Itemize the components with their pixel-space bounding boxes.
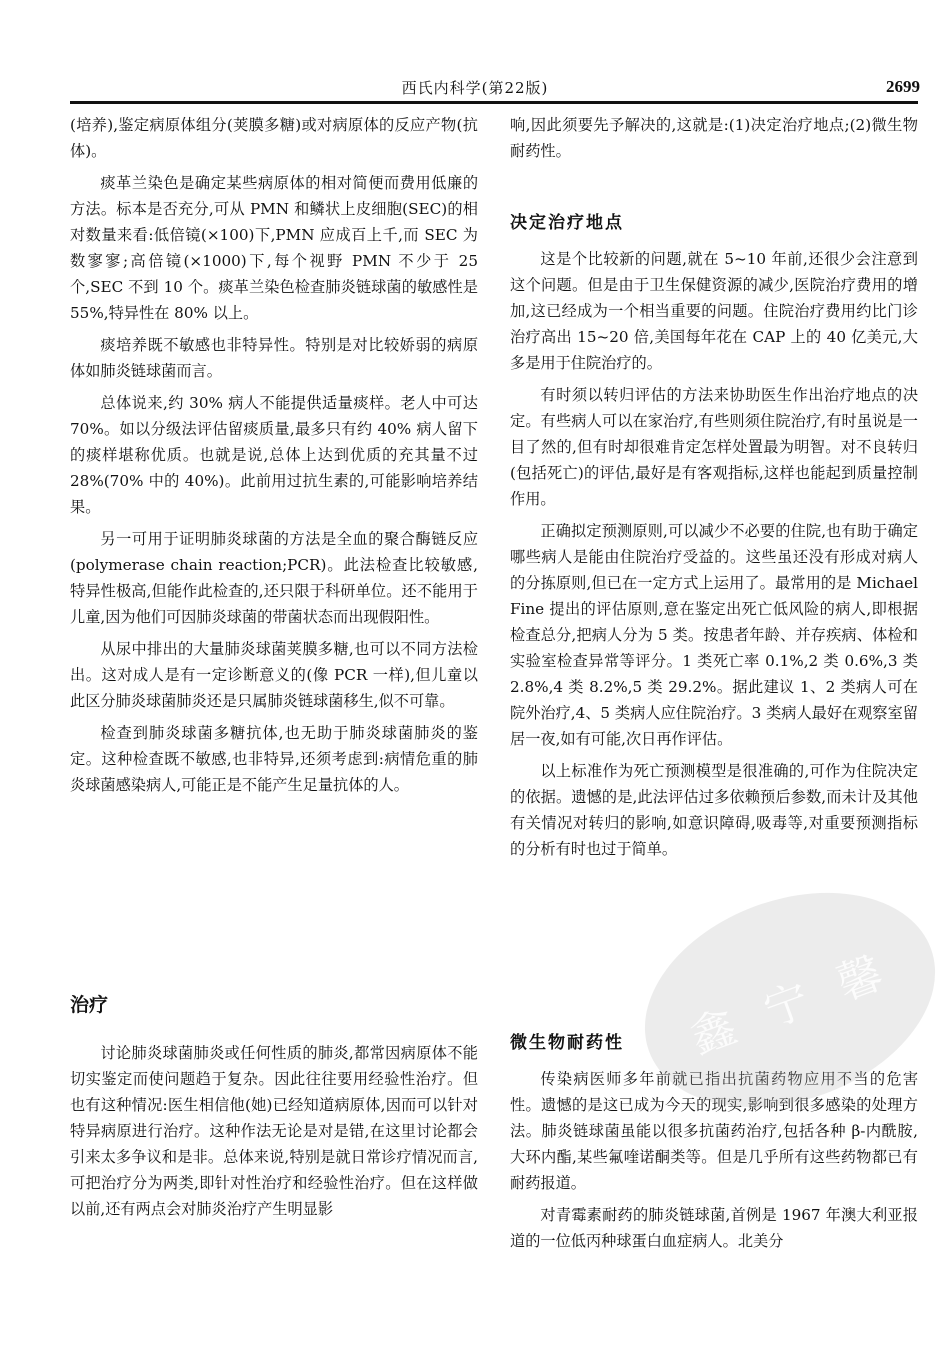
right-text-block-2 [510, 246, 918, 868]
paragraph: 有时须以转归评估的方法来协助医生作出治疗地点的决定。有些病人可以在家治疗,有些则须住院治疗,有时虽说是一目了然的,但有时却很难肯定怎样处置最为明智。对不良转归(包括死亡)的评估,最好是有客观指标,这样也能起到质量控制作用。 [510, 386, 918, 508]
running-title: 西氏内科学(第22版) [401, 79, 549, 97]
right-text-block-1 [510, 112, 918, 170]
paragraph: 另一可用于证明肺炎球菌的方法是全血的聚合酶链反应(polymerase chain reaction;PCR)。此法检查比较敏感,特异性极高,但能作此检查的,还只限于科研单位。还不能用于儿童,因为他们可因肺炎球菌的带菌状态而出现假阳性。 [70, 530, 478, 626]
left-text-block-2 [70, 1040, 478, 1228]
left-text-block-1 [70, 112, 478, 804]
paragraph: (培养),鉴定病原体组分(荚膜多糖)或对病原体的反应产物(抗体)。 [70, 116, 478, 160]
header-rule [70, 101, 918, 104]
sub-heading-drug-resistance: 微生物耐药性 [510, 1033, 624, 1053]
paragraph: 这是个比较新的问题,就在 5~10 年前,还很少会注意到这个问题。但是由于卫生保健资源的减少,医院治疗费用的增加,这已经成为一个相当重要的问题。住院治疗费用约比门诊治疗高出 15~20 倍,美国每年花在 CAP 上的 40 亿美元,大多是用于住院治疗的。 [510, 250, 918, 372]
page-number: 2699 [886, 77, 920, 96]
paragraph: 正确拟定预测原则,可以减少不必要的住院,也有助于确定哪些病人是能由住院治疗受益的。这些虽还没有形成对病人的分拣原则,但已在一定方式上运用了。最常用的是 Michael Fine 提出的评估原则,意在鉴定出死亡低风险的病人,即根据检查总分,把病人分为 5 类。按患者年龄、并存疾病、体检和实验室检查异常等评分。1 类死亡率 0.1%,2 类 0.6%,3 类 2.8%,4 类 8.2%,5 类 29.2%。据此建议 1、2 类病人可在院外治疗,4、5 类病人应住院治疗。3 类病人最好在观察室留居一夜,如有可能,次日再作评估。 [510, 522, 918, 748]
paragraph: 响,因此须要先予解决的,这就是:(1)决定治疗地点;(2)微生物耐药性。 [510, 116, 918, 160]
paragraph: 从尿中排出的大量肺炎球菌荚膜多糖,也可以不同方法检出。这对成人是有一定诊断意义的(像 PCR 一样),但儿童以此区分肺炎球菌肺炎还是只属肺炎链球菌移生,似不可靠。 [70, 640, 478, 710]
paragraph: 痰革兰染色是确定某些病原体的相对简便而费用低廉的方法。标本是否充分,可从 PMN 和鳞状上皮细胞(SEC)的相对数量来看:低倍镜(×100)下,PMN 应成百上千,而 SEC 为数寥寥;高倍镜(×1000)下,每个视野 PMN 不少于 25 个,SEC 不到 10 个。痰革兰染色检查肺炎链球菌的敏感性是 55%,特异性在 80% 以上。 [70, 174, 478, 322]
sub-heading-treatment-site: 决定治疗地点 [510, 213, 624, 233]
paragraph: 检查到肺炎球菌多糖抗体,也无助于肺炎球菌肺炎的鉴定。这种检查既不敏感,也非特异,还须考虑到:病情危重的肺炎球菌感染病人,可能正是不能产生足量抗体的人。 [70, 724, 478, 794]
paragraph: 痰培养既不敏感也非特异性。特别是对比较娇弱的病原体如肺炎链球菌而言。 [70, 336, 478, 380]
paragraph: 以上标准作为死亡预测模型是很准确的,可作为住院决定的依据。遗憾的是,此法评估过多依赖预后参数,而未计及其他有关情况对转归的影响,如意识障碍,吸毒等,对重要预测指标的分析有时也过于简单。 [510, 762, 918, 858]
watermark-seal: 鑫 宁 馨 [615, 855, 950, 1146]
paragraph: 传染病医师多年前就已指出抗菌药物应用不当的危害性。遗憾的是这已成为今天的现实,影响到很多感染的处理方法。肺炎链球菌虽能以很多抗菌药治疗,包括各种 β-内酰胺,大环内酯,某些氟喹诺酮类等。但是几乎所有这些药物都已有耐药报道。 [510, 1070, 918, 1192]
paragraph: 对青霉素耐药的肺炎链球菌,首例是 1967 年澳大利亚报道的一位低丙种球蛋白血症病人。北美分 [510, 1206, 918, 1250]
paragraph: 总体说来,约 30% 病人不能提供适量痰样。老人中可达 70%。如以分级法评估留痰质量,最多只有约 40% 病人留下的痰样堪称优质。也就是说,总体上达到优质的充其量不过 28%(70% 中的 40%)。此前用过抗生素的,可能影响培养结果。 [70, 394, 478, 516]
section-heading-treatment: 治疗 [70, 994, 109, 1016]
paragraph: 讨论肺炎球菌肺炎或任何性质的肺炎,都常因病原体不能切实鉴定而使问题趋于复杂。因此往往要用经验性治疗。但也有这种情况:医生相信他(她)已经知道病原体,因而可以针对特异病原进行治疗。这种作法无论是对是错,在这里讨论都会引来太多争议和是非。总体来说,特别是就日常诊疗情况而言,可把治疗分为两类,即针对性治疗和经验性治疗。但在这样做以前,还有两点会对肺炎治疗产生明显影 [70, 1044, 478, 1218]
